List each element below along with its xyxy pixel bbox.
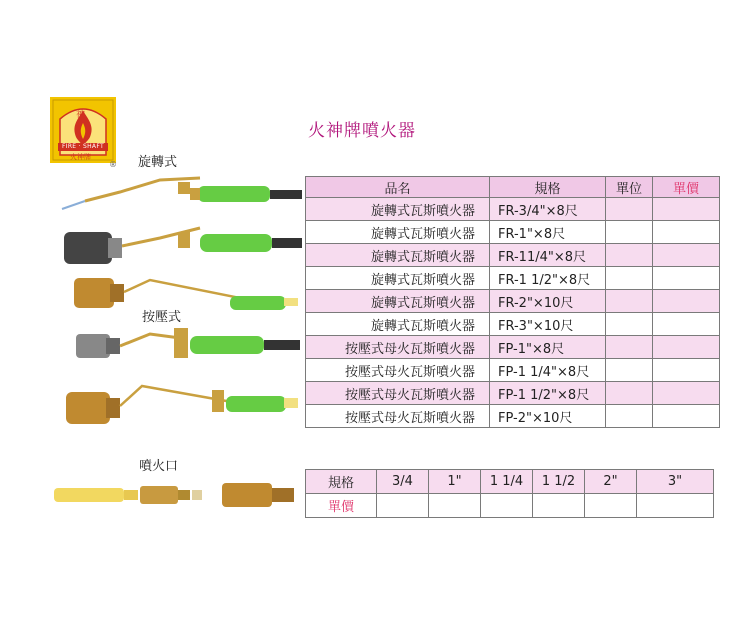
- cell-name: 旋轉式瓦斯噴火器: [306, 267, 490, 290]
- cell-price: [653, 267, 720, 290]
- nozzle-price: [429, 494, 481, 518]
- nozzle-size: 1 1/4: [481, 470, 533, 494]
- logo-top-text: 神: [76, 110, 86, 120]
- press-torch-long-image: [62, 372, 305, 434]
- nozzle-price-table: [305, 469, 714, 518]
- cell-price: [653, 382, 720, 405]
- cell-unit: [606, 313, 653, 336]
- nozzle-price: [585, 494, 637, 518]
- cell-price: [653, 336, 720, 359]
- cell-unit: [606, 221, 653, 244]
- table-row: [306, 221, 720, 244]
- table-row: [306, 313, 720, 336]
- header-name: 品名: [306, 177, 490, 198]
- table-row: [306, 267, 720, 290]
- nozzle-size: 3": [637, 470, 714, 494]
- cell-price: [653, 313, 720, 336]
- header-spec: 規格: [490, 177, 606, 198]
- registered-mark: ®: [109, 160, 117, 169]
- nozzle-price-row: [306, 494, 714, 518]
- table-row: [306, 198, 720, 221]
- nozzle-spec-row: [306, 470, 714, 494]
- nozzle-price: [533, 494, 585, 518]
- nozzle-price: [637, 494, 714, 518]
- cell-spec: FP-1 1/2"×8尺: [490, 382, 606, 405]
- nozzle-price-label: 單價: [306, 494, 377, 518]
- nozzle-size: 1 1/2: [533, 470, 585, 494]
- cell-spec: FR-3"×10尺: [490, 313, 606, 336]
- table-row: [306, 290, 720, 313]
- cell-name: 按壓式母火瓦斯噴火器: [306, 359, 490, 382]
- cell-price: [653, 359, 720, 382]
- header-unit: 單位: [606, 177, 653, 198]
- brand-logo: [50, 97, 116, 163]
- cell-spec: FP-1 1/4"×8尺: [490, 359, 606, 382]
- nozzle-spec-label: 規格: [306, 470, 377, 494]
- cell-spec: FP-1"×8尺: [490, 336, 606, 359]
- nozzle-size: 2": [585, 470, 637, 494]
- rotary-torch-thin-image: [60, 168, 305, 218]
- cell-spec: FR-2"×10尺: [490, 290, 606, 313]
- cell-unit: [606, 382, 653, 405]
- cell-price: [653, 244, 720, 267]
- section-label-press: 按壓式: [142, 310, 182, 325]
- nozzle-size: 1": [429, 470, 481, 494]
- nozzle-price: [481, 494, 533, 518]
- cell-unit: [606, 198, 653, 221]
- table-header-row: [306, 177, 720, 198]
- cell-name: 旋轉式瓦斯噴火器: [306, 221, 490, 244]
- cell-unit: [606, 405, 653, 428]
- page-title: 火神牌噴火器: [308, 121, 416, 141]
- press-torch-image: [70, 318, 305, 368]
- cell-price: [653, 221, 720, 244]
- logo-brand-zh: 火神牌: [70, 153, 91, 161]
- rotary-torch-large-image: [60, 212, 305, 272]
- cell-unit: [606, 336, 653, 359]
- nozzle-size: 3/4: [377, 470, 429, 494]
- header-price: 單價: [653, 177, 720, 198]
- table-row: [306, 359, 720, 382]
- nozzle-parts-image: [52, 478, 297, 512]
- cell-name: 按壓式母火瓦斯噴火器: [306, 382, 490, 405]
- table-row: [306, 405, 720, 428]
- cell-spec: FP-2"×10尺: [490, 405, 606, 428]
- cell-spec: FR-3/4"×8尺: [490, 198, 606, 221]
- cell-spec: FR-11/4"×8尺: [490, 244, 606, 267]
- cell-price: [653, 405, 720, 428]
- cell-unit: [606, 244, 653, 267]
- table-row: [306, 336, 720, 359]
- cell-unit: [606, 359, 653, 382]
- cell-spec: FR-1"×8尺: [490, 221, 606, 244]
- cell-unit: [606, 290, 653, 313]
- table-row: [306, 244, 720, 267]
- product-price-table: [305, 176, 720, 428]
- rotary-torch-long-image: [70, 268, 305, 318]
- cell-name: 旋轉式瓦斯噴火器: [306, 290, 490, 313]
- cell-unit: [606, 267, 653, 290]
- cell-name: 旋轉式瓦斯噴火器: [306, 198, 490, 221]
- section-label-rotary: 旋轉式: [138, 155, 178, 170]
- cell-price: [653, 198, 720, 221]
- table-row: [306, 382, 720, 405]
- cell-name: 旋轉式瓦斯噴火器: [306, 244, 490, 267]
- logo-brand-en: FIRE · SHAFT: [62, 143, 104, 150]
- cell-name: 按壓式母火瓦斯噴火器: [306, 336, 490, 359]
- cell-price: [653, 290, 720, 313]
- nozzle-price: [377, 494, 429, 518]
- cell-spec: FR-1 1/2"×8尺: [490, 267, 606, 290]
- section-label-nozzle: 噴火口: [139, 459, 179, 474]
- cell-name: 旋轉式瓦斯噴火器: [306, 313, 490, 336]
- cell-name: 按壓式母火瓦斯噴火器: [306, 405, 490, 428]
